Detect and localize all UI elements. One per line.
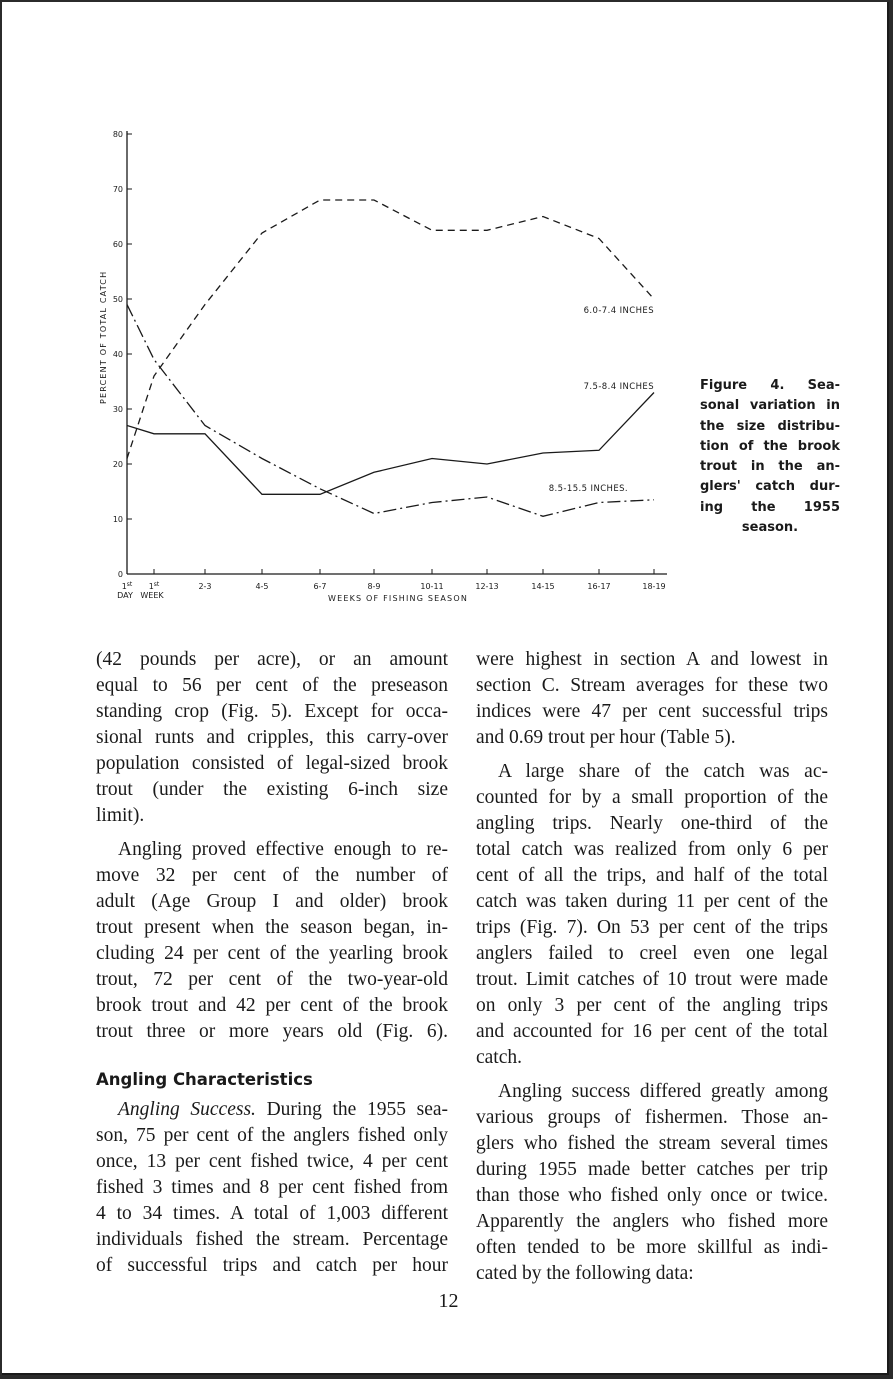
paragraph bbox=[96, 647, 448, 829]
text-line: (42 pounds per acre), or an amount bbox=[96, 649, 448, 670]
series-label: 7.5-8.4 INCHES bbox=[583, 382, 654, 392]
chart-series bbox=[127, 200, 654, 516]
text-line: equal to 56 per cent of the preseason bbox=[96, 675, 448, 696]
text-line: than those who fished only once or twice. bbox=[476, 1185, 828, 1206]
text-line: sional runts and cripples, this carry-over bbox=[96, 727, 448, 748]
text-line: A large share of the catch was ac- bbox=[498, 761, 828, 782]
paragraph bbox=[476, 1079, 828, 1287]
x-tick-label: 2-3 bbox=[198, 582, 212, 591]
series-label: 8.5-15.5 INCHES. bbox=[548, 484, 628, 494]
caption-line: glers' catch dur- bbox=[700, 479, 840, 495]
text-line: indices were 47 per cent successful trips bbox=[476, 701, 828, 722]
text-line: various groups of fishermen. Those an- bbox=[476, 1107, 828, 1128]
x-tick-label: 8-9 bbox=[367, 582, 381, 591]
caption-line: season. bbox=[741, 520, 799, 536]
x-tick-label: 4-5 bbox=[255, 582, 269, 591]
x-tick-label: 18-19 bbox=[642, 582, 666, 591]
text-line: glers who fished the stream several times bbox=[476, 1133, 828, 1154]
page-number: 12 bbox=[438, 1290, 459, 1312]
text-line: trout, 72 per cent of the two-year-old bbox=[96, 969, 448, 990]
text-fragment: During the 1955 sea- bbox=[255, 1099, 448, 1120]
text-line: brook trout and 42 per cent of the brook bbox=[96, 995, 448, 1016]
y-tick-label: 30 bbox=[112, 405, 123, 414]
x-tick-sublabel: WEEK bbox=[140, 591, 164, 600]
text-line: counted for by a small proportion of the bbox=[476, 787, 828, 808]
y-tick-label: 40 bbox=[112, 350, 123, 359]
text-line: Angling success differed greatly among bbox=[498, 1081, 828, 1102]
text-line: often tended to be more skillful as indi- bbox=[476, 1237, 828, 1258]
text-line: were highest in section A and lowest in bbox=[476, 649, 828, 670]
y-tick-label: 80 bbox=[112, 130, 123, 139]
text-line: individuals fished the stream. Percentage bbox=[96, 1229, 448, 1250]
subheading: Angling Success. bbox=[118, 1099, 256, 1120]
x-tick-superscript: st bbox=[153, 581, 160, 588]
text-line: Apparently the anglers who fished more bbox=[476, 1211, 828, 1232]
text-line: trout three or more years old (Fig. 6). bbox=[96, 1021, 448, 1042]
text-line: angling trips. Nearly one-third of the bbox=[476, 813, 828, 834]
text-line: trout. Limit catches of 10 trout were made bbox=[476, 969, 828, 990]
paragraph bbox=[476, 759, 828, 1071]
caption-line: Figure 4. Sea- bbox=[700, 378, 840, 393]
page bbox=[2, 2, 889, 1375]
text-line: population consisted of legal-sized brook bbox=[96, 753, 448, 774]
text-line: and 0.69 trout per hour (Table 5). bbox=[476, 727, 736, 748]
text-line: during 1955 made better catches per trip bbox=[476, 1159, 828, 1180]
x-axis-label: WEEKS OF FISHING SEASON bbox=[327, 594, 469, 603]
left-column bbox=[96, 647, 448, 1279]
text-line: anglers failed to creel even one legal bbox=[476, 943, 828, 964]
y-tick-label: 50 bbox=[112, 295, 123, 304]
text-line: once, 13 per cent fished twice, 4 per cent bbox=[96, 1151, 448, 1172]
series-line-solid bbox=[127, 393, 654, 495]
x-tick-sublabel: DAY bbox=[117, 591, 133, 600]
paragraph bbox=[96, 1097, 448, 1279]
text-line: fished 3 times and 8 per cent fished from bbox=[96, 1177, 448, 1198]
y-tick-label: 60 bbox=[112, 240, 123, 249]
text-line: catch. bbox=[476, 1047, 523, 1068]
chart-series-labels bbox=[549, 306, 654, 494]
text-line: adult (Age Group I and older) brook bbox=[96, 891, 448, 912]
x-tick-label: 6-7 bbox=[313, 582, 327, 591]
y-tick-label: 70 bbox=[112, 185, 123, 194]
caption-line: trout in the an- bbox=[700, 459, 840, 475]
caption-line: sonal variation in bbox=[700, 398, 840, 414]
x-tick-label: 14-15 bbox=[531, 582, 555, 591]
x-tick-label: 10-11 bbox=[420, 582, 444, 591]
text-line: 4 to 34 times. A total of 1,003 different bbox=[96, 1203, 448, 1224]
y-axis-label: PERCENT OF TOTAL CATCH bbox=[99, 270, 108, 404]
x-tick-label: 16-17 bbox=[587, 582, 611, 591]
text-line: trout present when the season began, in- bbox=[96, 917, 448, 938]
figure-caption bbox=[700, 376, 840, 538]
text-line: section C. Stream averages for these two bbox=[476, 675, 828, 696]
x-tick-label: 12-13 bbox=[475, 582, 499, 591]
text-line: trout (under the existing 6-inch size bbox=[96, 779, 448, 800]
chart-axes bbox=[113, 130, 667, 600]
y-tick-label: 20 bbox=[112, 460, 123, 469]
text-line: on only 3 per cent of the angling trips bbox=[476, 995, 828, 1016]
text-line: catch was taken during 11 per cent of the bbox=[476, 891, 828, 912]
caption-line: tion of the brook bbox=[700, 438, 840, 454]
y-tick-label: 0 bbox=[117, 570, 123, 579]
x-tick-label: 1st bbox=[121, 581, 133, 591]
x-tick-superscript: st bbox=[126, 581, 133, 588]
text-line: cated by the following data: bbox=[476, 1263, 694, 1284]
caption-line: ing the 1955 bbox=[700, 499, 840, 515]
right-column bbox=[476, 647, 828, 1287]
text-line: Angling proved effective enough to re- bbox=[118, 839, 448, 860]
series-line-dashed bbox=[127, 200, 654, 459]
section-heading: Angling Characteristics bbox=[96, 1070, 313, 1089]
text-line: cent of all the trips, and half of the total bbox=[476, 865, 828, 886]
text-line: standing crop (Fig. 5). Except for occa- bbox=[96, 701, 448, 722]
series-label: 6.0-7.4 INCHES bbox=[583, 306, 654, 316]
paragraph bbox=[96, 837, 448, 1045]
text-line: trips (Fig. 7). On 53 per cent of the trips bbox=[476, 917, 828, 938]
x-tick-label: 1st bbox=[148, 581, 160, 591]
text-line: and accounted for 16 per cent of the total bbox=[476, 1021, 828, 1042]
text-line bbox=[96, 1097, 448, 1123]
text-line: move 32 per cent of the number of bbox=[96, 865, 448, 886]
text-line: limit). bbox=[96, 805, 145, 826]
text-line: cluding 24 per cent of the yearling brook bbox=[96, 943, 448, 964]
text-line: of successful trips and catch per hour bbox=[96, 1255, 448, 1276]
caption-line: the size distribu- bbox=[700, 418, 840, 434]
paragraph bbox=[476, 647, 828, 751]
text-line: total catch was realized from only 6 per bbox=[476, 839, 828, 860]
y-tick-label: 10 bbox=[112, 515, 123, 524]
size-distribution-chart bbox=[2, 2, 702, 622]
text-line: son, 75 per cent of the anglers fished only bbox=[96, 1125, 448, 1146]
